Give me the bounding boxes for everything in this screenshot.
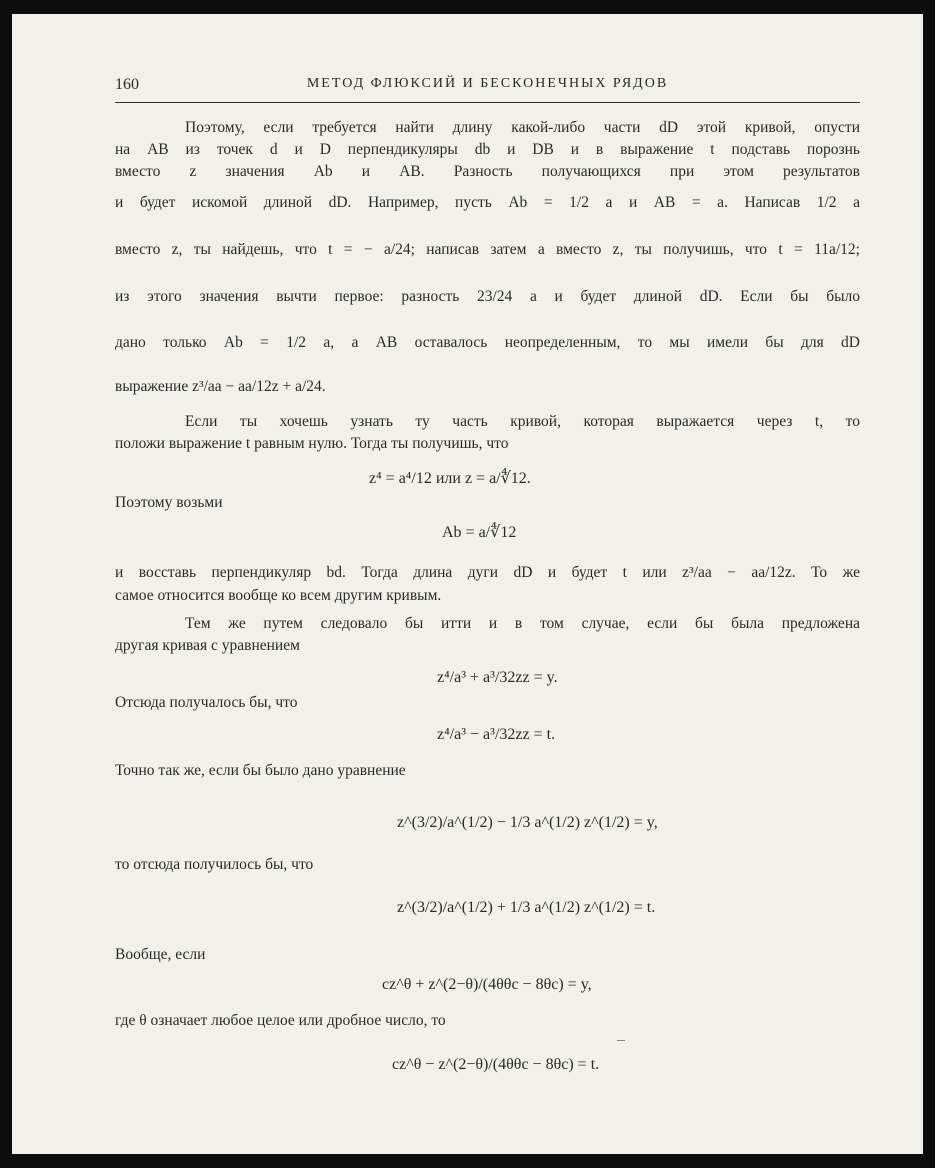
running-title: МЕТОД ФЛЮКСИЙ И БЕСКОНЕЧНЫХ РЯДОВ (306, 76, 669, 91)
page-header (115, 74, 860, 104)
text-line: дано только Ab = 1/2 a, а AB оставалось неопределенным, то мы имели бы для dD (115, 334, 860, 351)
text-line: где θ означает любое целое или дробное число, то (115, 1012, 446, 1029)
text-line: другая кривая с уравнением (115, 637, 300, 654)
text-line: и будет искомой длиной dD. Например, пусть Ab = 1/2 a и AB = a. Написав 1/2 a (115, 194, 860, 211)
text-line: то отсюда получилось бы, что (115, 856, 314, 873)
equation: cz^θ + z^(2−θ)/(4θθc − 8θc) = y, (382, 976, 592, 993)
text-line: положи выражение t равным нулю. Тогда ты получишь, что (115, 435, 509, 452)
text-line: и восставь перпендикуляр bd. Тогда длина дуги dD и будет t или z³/aa − aa/12z. То же (115, 564, 860, 581)
text-line: Отсюда получалось бы, что (115, 694, 298, 711)
text-line: Вообще, если (115, 946, 206, 963)
text-line: вместо z значения Ab и AB. Разность получающихся при этом результатов (115, 163, 860, 180)
equation: Ab = a/∜12 (442, 524, 517, 541)
equation: z^(3/2)/a^(1/2) + 1/3 a^(1/2) z^(1/2) = t. (397, 899, 656, 916)
book-page (12, 14, 923, 1154)
text-line: Если ты хочешь узнать ту часть кривой, которая выражается через t, то (185, 413, 860, 430)
equation: z⁴ = a⁴/12 или z = a/∜12. (369, 470, 531, 487)
text-line: из этого значения вычти первое: разность 23/24 a и будет длиной dD. Если бы было (115, 288, 860, 305)
text-line: на AB из точек d и D перпендикуляры db и DB и в выражение t подставь порознь (115, 141, 860, 158)
equation: z⁴/a³ + a³/32zz = y. (437, 669, 558, 686)
text-line: Точно так же, если бы было дано уравнение (115, 762, 406, 779)
text-line: выражение z³/aa − aa/12z + a/24. (115, 378, 326, 395)
text-line: Поэтому, если требуется найти длину какой-либо части dD этой кривой, опусти (185, 119, 860, 136)
header-rule (115, 102, 860, 103)
text-line: вместо z, ты найдешь, что t = − a/24; написав затем a вместо z, ты получишь, что t = 11a/12; (115, 241, 860, 258)
equation: z^(3/2)/a^(1/2) − 1/3 a^(1/2) z^(1/2) = y, (397, 814, 658, 831)
equation: z⁴/a³ − a³/32zz = t. (437, 726, 556, 743)
equation: cz^θ − z^(2−θ)/(4θθc − 8θc) = t. (392, 1056, 600, 1073)
text-line: самое относится вообще ко всем другим кривым. (115, 587, 442, 604)
text-line: Поэтому возьми (115, 494, 223, 511)
text-line: Тем же путем следовало бы итти и в том случае, если бы была предложена (185, 615, 860, 632)
page-number: 160 (115, 76, 139, 93)
page-mark (617, 1040, 625, 1041)
